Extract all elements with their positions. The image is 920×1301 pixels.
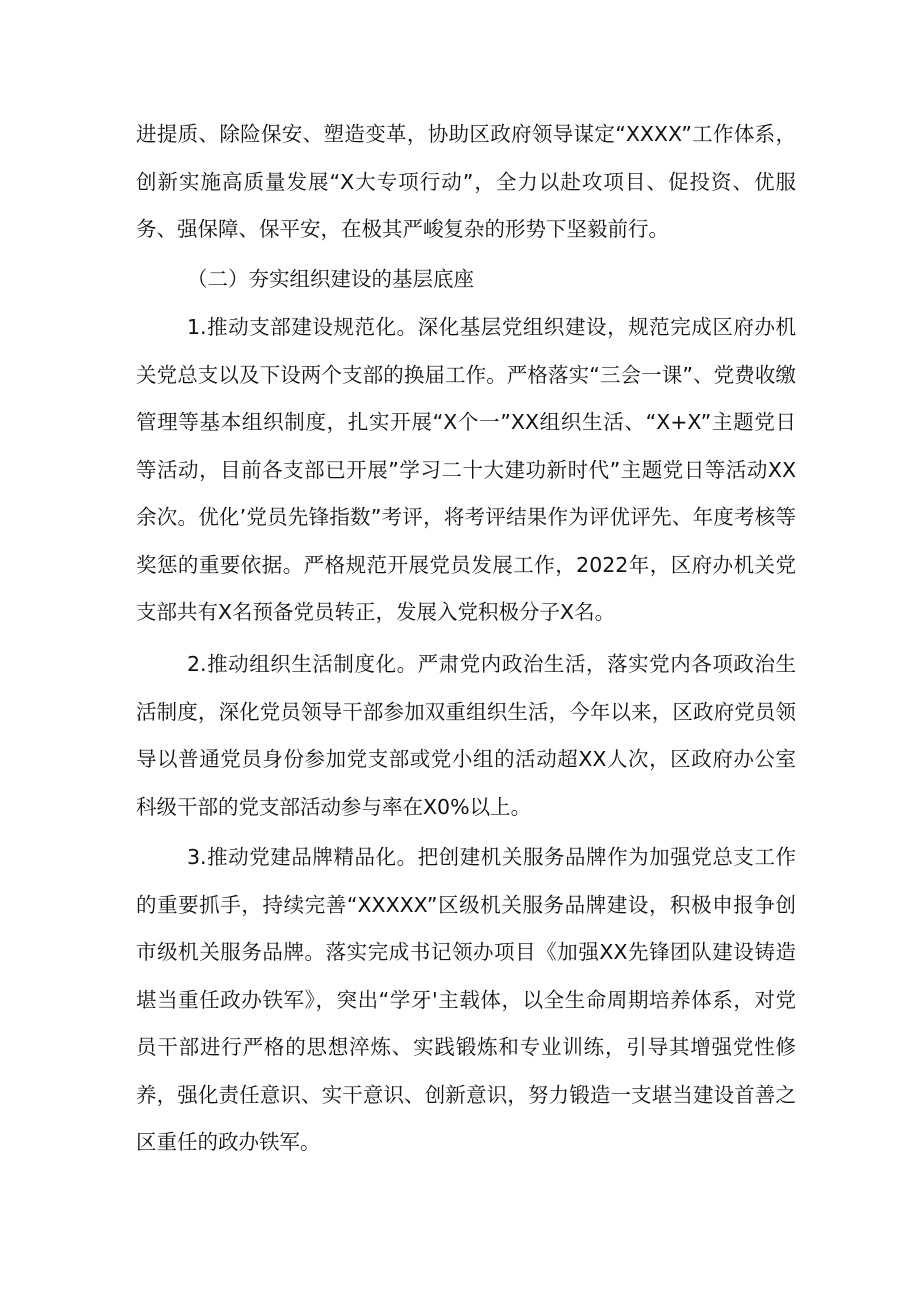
paragraph-intro-continuation: 进提质、除险保安、塑造变革，协助区政府领导谋定“XXXX”工作体系，创新实施高质量发展“X大专项行动”，全力以赴攻项目、促投资、优服务、强保障、保平安，在极其严峻复杂的形势下坚毅前行。	[136, 122, 796, 241]
paragraph-item-2: 2.推动组织生活制度化。严肃党内政治生活，落实党内各项政治生活制度，深化党员领导干部参加双重组织生活，今年以来，区政府党员领导以普通党员身份参加党支部或党小组的活动超XX人次，区政府办公室科级干部的党支部活动参与率在X0%以上。	[136, 652, 796, 819]
section-heading: （二）夯实组织建设的基层底座	[187, 267, 474, 291]
paragraph-item-1: 1.推动支部建设规范化。深化基层党组织建设，规范完成区府办机关党总支以及下设两个支部的换届工作。严格落实“三会一课”、党费收缴管理等基本组织制度，扎实开展“X个一”XX组织生活、“X+X”主题党日等活动，目前各支部已开展”学习二十大建功新时代”主题党日等活动XX余次。优化’党员先锋指数”考评，将考评结果作为评优评先、年度考核等奖惩的重要依据。严格规范开展党员发展工作，2022年，区府办机关党支部共有X名预备党员转正，发展入党积极分子X名。	[136, 315, 796, 624]
paragraph-item-3: 3.推动党建品牌精品化。把创建机关服务品牌作为加强党总支工作的重要抓手，持续完善“XXXXX”区级机关服务品牌建设，积极申报争创市级机关服务品牌。落实完成书记领办项目《加强XX先锋团队建设铸造堪当重任政办铁军》，突出“学牙'主载体，以全生命周期培养体系，对党员干部进行严格的思想淬炼、实践锻炼和专业训练，引导其增强党性修养，强化责任意识、实干意识、创新意识，努力锻造一支堪当建设首善之区重任的政办铁军。	[136, 845, 796, 1154]
